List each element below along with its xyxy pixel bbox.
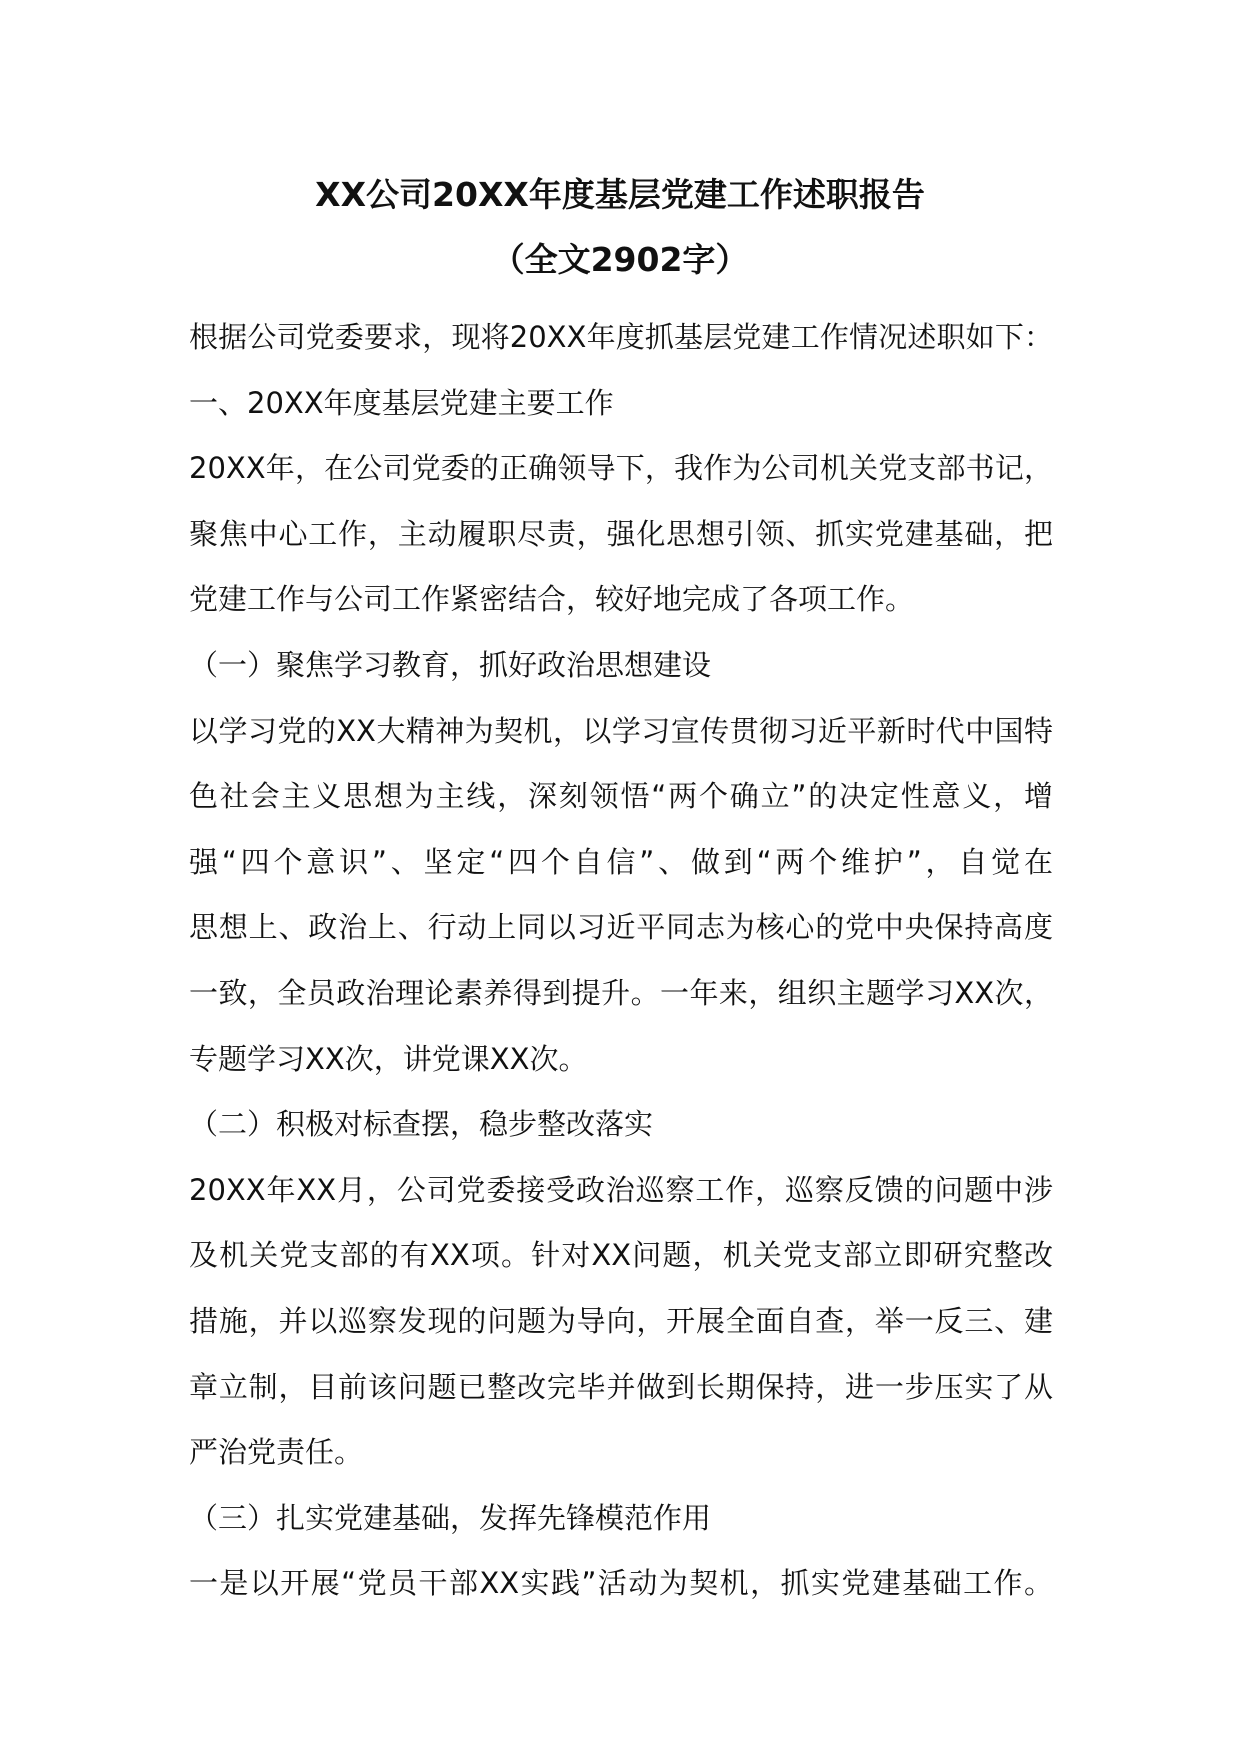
subsection-heading: （二）积极对标查摆，稳步整改落实 bbox=[189, 1107, 654, 1142]
body-line: 聚焦中心工作，主动履职尽责，强化思想引领、抓实党建基础，把 bbox=[189, 516, 1053, 551]
body-line: 一是以开展“党员干部XX实践”活动为契机，抓实党建基础工作。 bbox=[189, 1566, 1053, 1601]
body-line: 严治党责任。 bbox=[189, 1435, 364, 1470]
body-line: 以学习党的XX大精神为契机，以学习宣传贯彻习近平新时代中国特 bbox=[189, 713, 1053, 748]
body-line: 思想上、政治上、行动上同以习近平同志为核心的党中央保持高度 bbox=[189, 910, 1053, 945]
body-line: 20XX年，在公司党委的正确领导下，我作为公司机关党支部书记， bbox=[189, 451, 1053, 486]
body-line: 措施，并以巡察发现的问题为导向，开展全面自查，举一反三、建 bbox=[189, 1303, 1053, 1338]
body-line: 根据公司党委要求，现将20XX年度抓基层党建工作情况述职如下： bbox=[189, 320, 1053, 354]
section-heading: 一、20XX年度基层党建主要工作 bbox=[189, 385, 614, 420]
document-body bbox=[189, 305, 1053, 1617]
subsection-heading: （一）聚焦学习教育，抓好政治思想建设 bbox=[189, 647, 712, 682]
body-line: 强“四个意识”、坚定“四个自信”、做到“两个维护”，自觉在 bbox=[189, 844, 1053, 879]
body-line: 20XX年XX月，公司党委接受政治巡察工作，巡察反馈的问题中涉 bbox=[189, 1172, 1053, 1207]
subsection-heading: （三）扎实党建基础，发挥先锋模范作用 bbox=[189, 1500, 712, 1535]
body-line: 专题学习XX次，讲党课XX次。 bbox=[189, 1041, 588, 1076]
body-line: 色社会主义思想为主线，深刻领悟“两个确立”的决定性意义，增 bbox=[189, 779, 1053, 814]
body-line: 章立制，目前该问题已整改完毕并做到长期保持，进一步压实了从 bbox=[189, 1369, 1053, 1404]
body-line: 及机关党支部的有XX项。针对XX问题，机关党支部立即研究整改 bbox=[189, 1238, 1053, 1273]
document-title: XX公司20XX年度基层党建工作述职报告 bbox=[315, 175, 925, 214]
body-line: 党建工作与公司工作紧密结合，较好地完成了各项工作。 bbox=[189, 582, 915, 617]
document-subtitle: （全文2902字） bbox=[491, 240, 749, 279]
body-line: 一致，全员政治理论素养得到提升。一年来，组织主题学习XX次， bbox=[189, 975, 1053, 1010]
